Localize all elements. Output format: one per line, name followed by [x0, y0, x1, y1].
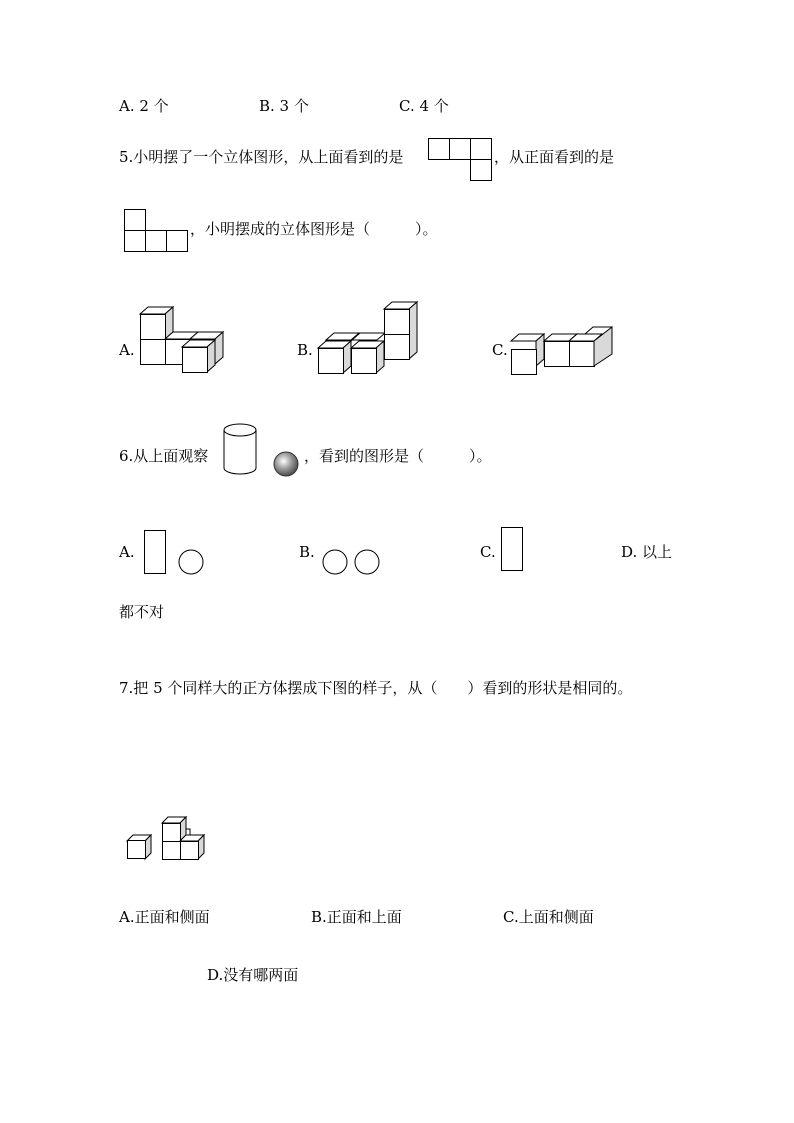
q4-option-c[interactable]: C. 4 个: [399, 97, 449, 115]
q6-option-a-label[interactable]: A.: [119, 543, 135, 561]
q7-option-c[interactable]: C.上面和侧面: [503, 908, 594, 926]
q5-text-part1: 5.小明摆了一个立体图形，从上面看到的是: [119, 148, 404, 166]
q6-option-b-shapes-icon[interactable]: [321, 549, 381, 577]
q6-option-c-shape-icon[interactable]: [501, 527, 525, 573]
q6-option-a-shapes-icon[interactable]: [144, 530, 206, 576]
q6-option-d-continued: 都不对: [119, 603, 165, 621]
q6-option-b-label[interactable]: B.: [299, 543, 315, 561]
q5-option-a-cubes-icon[interactable]: [140, 306, 230, 378]
q7-text: 7.把 5 个同样大的正方体摆成下图的样子，从（ ）看到的形状是相同的。: [119, 679, 633, 697]
cylinder-icon: [223, 423, 257, 475]
front-view-grid-icon: [124, 209, 188, 253]
q4-option-a[interactable]: A. 2 个: [119, 97, 169, 115]
top-view-grid-icon: [428, 138, 492, 182]
q4-option-b[interactable]: B. 3 个: [259, 97, 309, 115]
q7-option-d[interactable]: D.没有哪两面: [207, 966, 299, 984]
q5-option-c-cubes-icon[interactable]: [511, 324, 615, 378]
q7-option-a[interactable]: A.正面和侧面: [119, 908, 210, 926]
q7-cubes-icon: [127, 815, 209, 861]
q6-text-part2: ，看到的图形是（ ）。: [304, 447, 492, 465]
q5-text-part2: ，从正面看到的是: [494, 148, 615, 166]
q5-option-a-label[interactable]: A.: [119, 341, 135, 359]
q5-text-line2: ，小明摆成的立体图形是（ ）。: [190, 220, 438, 238]
q6-option-d-label[interactable]: D. 以上: [621, 543, 673, 561]
q7-option-b[interactable]: B.正面和上面: [311, 908, 402, 926]
q6-text-part1: 6.从上面观察: [119, 447, 209, 465]
q5-option-b-label[interactable]: B.: [297, 341, 313, 359]
sphere-icon: [273, 451, 299, 477]
q5-option-c-label[interactable]: C.: [492, 341, 508, 359]
q6-option-c-label[interactable]: C.: [480, 543, 496, 561]
q5-option-b-cubes-icon[interactable]: [318, 300, 420, 376]
